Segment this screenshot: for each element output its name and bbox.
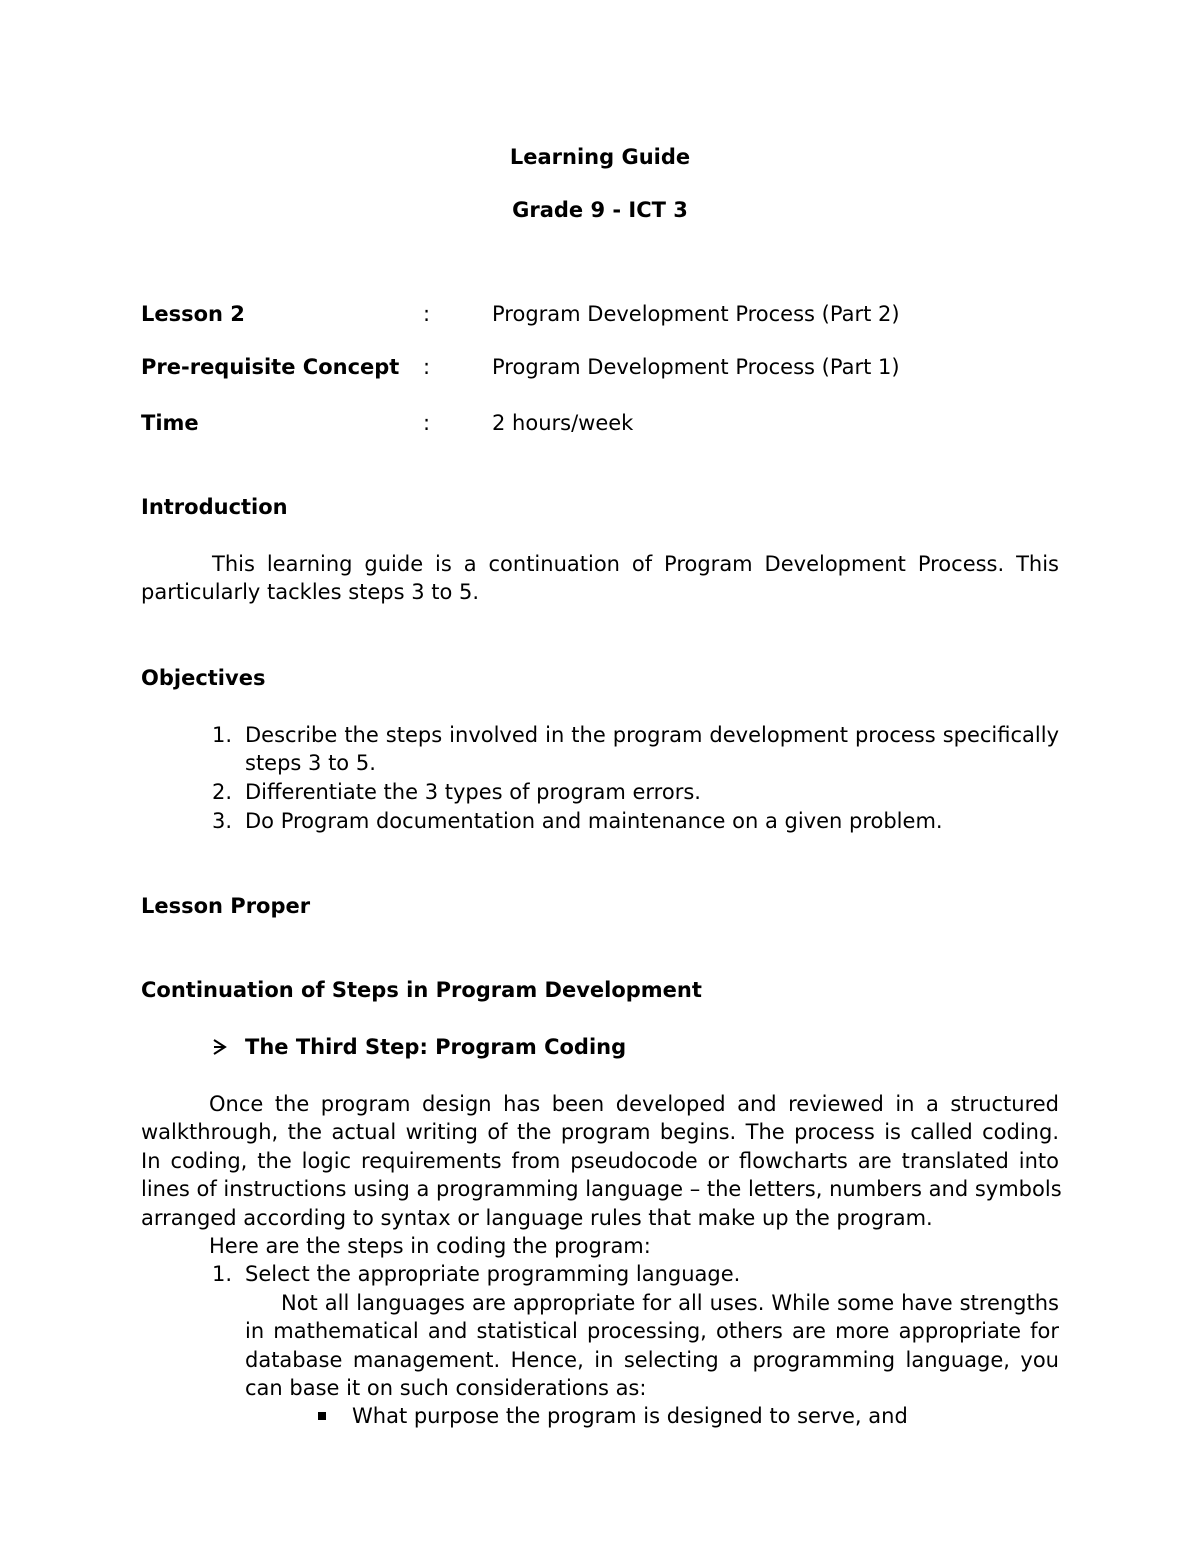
info-value-time: 2 hours/week — [492, 411, 634, 435]
paragraph-line: arranged according to syntax or language rules that make up the program. — [141, 1205, 933, 1230]
coding-paragraph — [141, 1090, 1062, 1232]
square-bullet-icon — [318, 1412, 326, 1420]
paragraph-line: Not all languages are appropriate for all uses. While some have strengths — [281, 1291, 1059, 1315]
list-item-number: 1. — [212, 1262, 233, 1286]
info-label-lesson: Lesson 2 — [141, 302, 245, 326]
list-item-text: Differentiate the 3 types of program errors. — [245, 780, 701, 804]
info-separator: : — [423, 355, 431, 379]
info-value-prerequisite: Program Development Process (Part 1) — [492, 355, 900, 379]
info-label-time: Time — [141, 411, 199, 435]
list-item-number: 1. — [212, 723, 233, 747]
info-value-lesson: Program Development Process (Part 2) — [492, 302, 900, 326]
document-subtitle: Grade 9 - ICT 3 — [512, 198, 688, 222]
list-item-number: 3. — [212, 809, 233, 833]
paragraph-line: Once the program design has been developed and reviewed in a structured — [209, 1092, 1059, 1116]
list-item-text: steps 3 to 5. — [245, 751, 376, 776]
document-title: Learning Guide — [509, 145, 691, 169]
paragraph-line: In coding, the logic requirements from pseudocode or flowcharts are translated into — [141, 1148, 1059, 1173]
steps-intro: Here are the steps in coding the program: — [209, 1234, 651, 1258]
list-item-number: 2. — [212, 780, 233, 804]
arrow-bullet-icon — [211, 1036, 233, 1058]
paragraph-line: walkthrough, the actual writing of the program begins. The process is called coding. — [141, 1120, 1059, 1145]
continuation-heading: Continuation of Steps in Program Development — [141, 978, 702, 1002]
introduction-heading: Introduction — [141, 495, 288, 519]
objectives-heading: Objectives — [141, 666, 266, 690]
info-label-prerequisite: Pre-requisite Concept — [141, 355, 400, 379]
paragraph-line: can base it on such considerations as: — [245, 1376, 647, 1401]
list-item-text: Describe the steps involved in the program development process specifically — [245, 723, 1059, 747]
bullet-text: What purpose the program is designed to serve, and — [352, 1404, 908, 1428]
paragraph-line: in mathematical and statistical processing, others are more appropriate for — [245, 1319, 1059, 1344]
step1-paragraph — [245, 1289, 1059, 1403]
lesson-proper-heading: Lesson Proper — [141, 894, 311, 918]
paragraph-line: This learning guide is a continuation of Program Development Process. This — [212, 552, 1059, 576]
list-item — [245, 721, 1059, 778]
paragraph-line: particularly tackles steps 3 to 5. — [141, 580, 480, 605]
list-item-text: Select the appropriate programming language. — [245, 1262, 741, 1286]
list-item-text: Do Program documentation and maintenance on a given problem. — [245, 809, 943, 833]
paragraph-line: lines of instructions using a programming language – the letters, numbers and symbols — [141, 1177, 1062, 1202]
introduction-paragraph — [141, 550, 1059, 607]
info-separator: : — [423, 302, 431, 326]
paragraph-line: database management. Hence, in selecting a programming language, you — [245, 1347, 1059, 1372]
step-heading: The Third Step: Program Coding — [245, 1035, 627, 1059]
info-separator: : — [423, 411, 431, 435]
